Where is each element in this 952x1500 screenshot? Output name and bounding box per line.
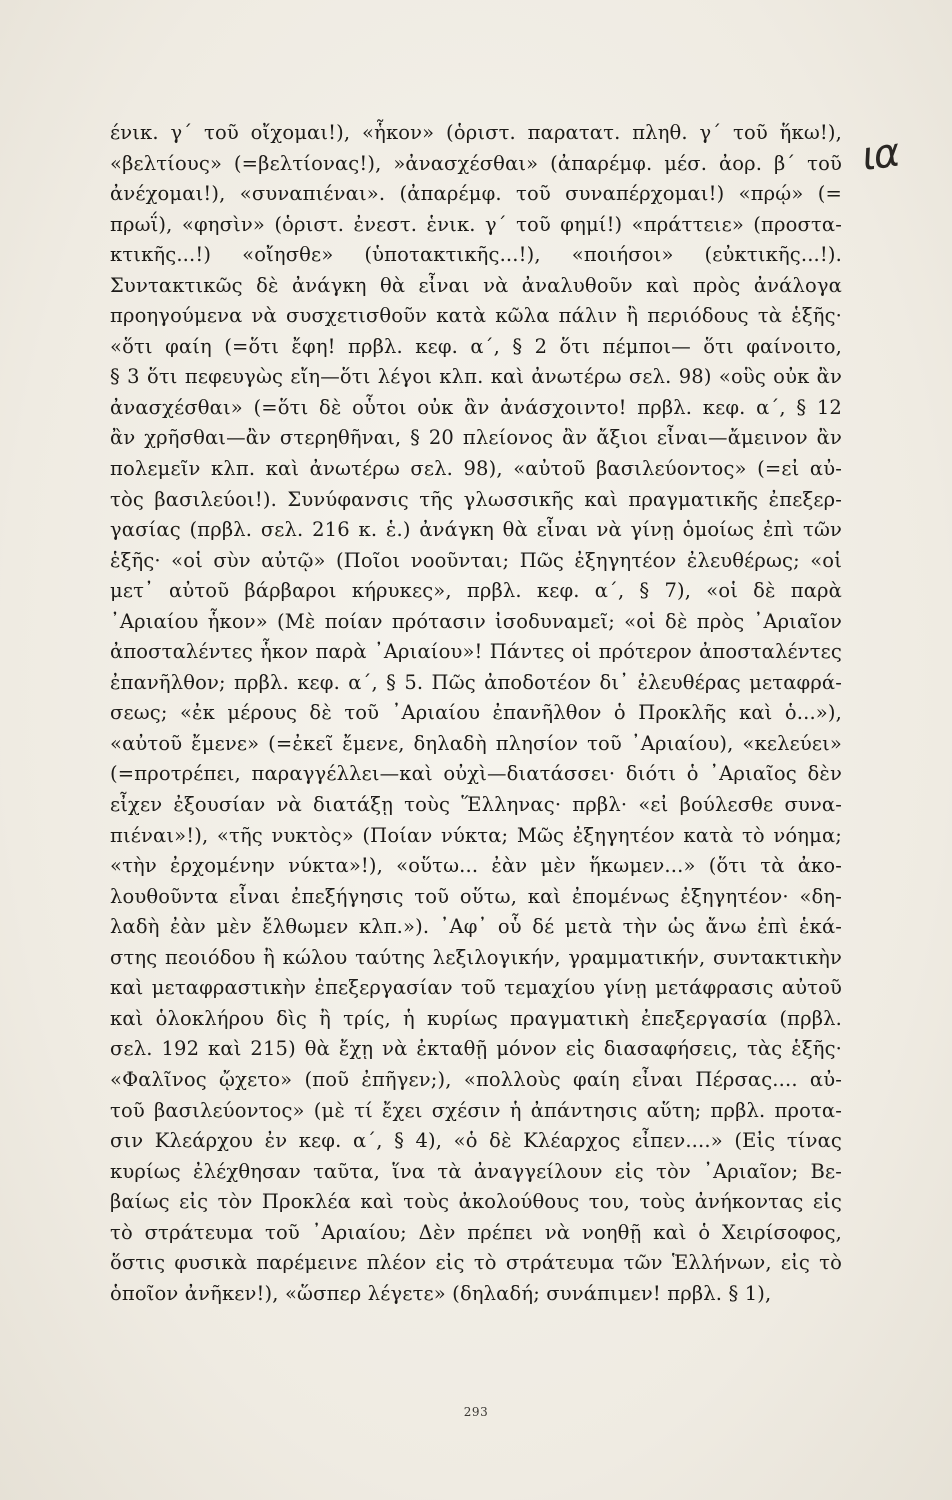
text-line: καὶ ὁλοκλήρου δὶς ἢ τρίς, ἡ κυρίως πραγματικὴ ἐπεξεργασία (πρβλ. xyxy=(110,1006,842,1030)
text-line: λαδὴ ἐὰν μὲν ἔλθωμεν κλπ.»). ᾽Αφ᾽ οὗ δέ μετὰ τὴν ὡς ἄνω ἐπὶ ἑκά- xyxy=(110,915,842,939)
text-line: ἀνασχέσθαι» (=ὅτι δὲ οὗτοι οὐκ ἂν ἀνάσχοιντο! πρβλ. κεφ. α΄, § 12 xyxy=(110,395,842,419)
text-line: § 3 ὅτι πεφευγὼς εἴη—ὅτι λέγοι κλπ. καὶ ἀνωτέρω σελ. 98) «οὓς οὐκ ἂν xyxy=(110,365,842,389)
text-line: στης πεοιόδου ἢ κώλου ταύτης λεξιλογικήν, γραμματικήν, συντακτικὴν xyxy=(110,945,842,969)
text-line: σελ. 192 καὶ 215) θὰ ἔχῃ νὰ ἐκταθῇ μόνον εἰς διασαφήσεις, τὰς ἑξῆς· xyxy=(110,1037,842,1061)
body-text xyxy=(110,118,842,1309)
text-line: Συντακτικῶς δὲ ἀνάγκη θὰ εἶναι νὰ ἀναλυθοῦν καὶ πρὸς ἀνάλογα xyxy=(110,273,842,297)
text-line: «τὴν ἐρχομένην νύκτα»!), «οὕτω... ἐὰν μὲν ἥκωμεν...» (ὅτι τὰ ἀκο- xyxy=(110,854,842,878)
text-line: ἑξῆς· «οἱ σὺν αὐτῷ» (Ποῖοι νοοῦνται; Πῶς ἐξηγητέον ἐλευθέρως; «οἱ xyxy=(110,548,842,572)
handwritten-margin-note: ια xyxy=(858,129,901,181)
text-line: κτικῆς...!) «οἴησθε» (ὑποτακτικῆς...!), «ποιήσοι» (εὐκτικῆς...!). xyxy=(110,243,842,267)
text-line: τὸ στράτευμα τοῦ ᾽Αριαίου; Δὲν πρέπει νὰ νοηθῇ καὶ ὁ Χειρίσοφος, xyxy=(110,1220,842,1244)
text-line: καὶ μεταφραστικὴν ἐπεξεργασίαν τοῦ τεμαχίου γίνῃ μετάφρασις αὐτοῦ xyxy=(110,976,842,1000)
text-line: μετ᾽ αὐτοῦ βάρβαροι κήρυκες», πρβλ. κεφ. α΄, § 7), «οἱ δὲ παρὰ xyxy=(110,579,842,603)
text-line: σιν Κλεάρχου ἐν κεφ. α΄, § 4), «ὁ δὲ Κλέαρχος εἶπεν....» (Εἰς τίνας xyxy=(110,1129,842,1153)
text-line: ένικ. γ΄ τοῦ οἴχομαι!), «ἧκον» (ὁριστ. παρατατ. πληθ. γ΄ τοῦ ἥκω!), xyxy=(110,121,842,144)
text-line: σεως; «ἐκ μέρους δὲ τοῦ ᾽Αριαίου ἐπανῆλθον ὁ Προκλῆς καὶ ὁ...»), xyxy=(110,701,842,725)
text-line: «Φαλῖνος ᾤχετο» (ποῦ ἐπῆγεν;), «πολλοὺς φαίη εἶναι Πέρσας.... αὐ- xyxy=(110,1067,842,1091)
text-line: πολεμεῖν κλπ. καὶ ἀνωτέρω σελ. 98), «αὐτοῦ βασιλεύοντος» (=εἰ αὐ- xyxy=(110,457,842,481)
text-line: προηγούμενα νὰ συσχετισθοῦν κατὰ κῶλα πάλιν ἢ περιόδους τὰ ἑξῆς· xyxy=(110,304,842,328)
text-line: λουθοῦντα εἶναι ἐπεξήγησις τοῦ οὕτω, καὶ ἐπομένως ἐξηγητέον· «δη- xyxy=(110,884,842,908)
text-line: (=προτρέπει, παραγγέλλει—καὶ οὐχὶ—διατάσσει· διότι ὁ ᾽Αριαῖος δὲν xyxy=(110,762,842,786)
text-line: ὅστις φυσικὰ παρέμεινε πλέον εἰς τὸ στράτευμα τῶν Ἑλλήνων, εἰς τὸ xyxy=(110,1251,842,1275)
text-line: βαίως εἰς τὸν Προκλέα καὶ τοὺς ἀκολούθους του, τοὺς ἀνήκοντας εἰς xyxy=(110,1190,842,1214)
text-line: ἂν χρῆσθαι—ἂν στερηθῆναι, § 20 πλείονος ἂν ἄξιοι εἶναι—ἄμεινον ἂν xyxy=(110,426,842,450)
page-number: 293 xyxy=(463,1405,489,1419)
text-line: τὸς βασιλεύοι!). Συνύφανσις τῆς γλωσσικῆς καὶ πραγματικῆς ἐπεξερ- xyxy=(110,487,842,511)
text-line: πρωΐ), «φησὶν» (ὁριστ. ἐνεστ. ἑνικ. γ΄ τοῦ φημί!) «πράττειε» (προστα- xyxy=(110,212,842,236)
text-line: ᾽Αριαίου ἧκον» (Μὲ ποίαν πρότασιν ἰσοδυναμεῖ; «οἱ δὲ πρὸς ᾽Αριαῖον xyxy=(110,609,842,633)
text-line: ἀνέχομαι!), «συναπιέναι». (ἀπαρέμφ. τοῦ συναπέρχομαι!) «πρῴ» (= xyxy=(110,182,842,206)
text-line: πιέναι»!), «τῆς νυκτὸς» (Ποίαν νύκτα; Μῶς ἐξηγητέον κατὰ τὸ νόημα; xyxy=(110,823,842,847)
text-line: ἐπανῆλθον; πρβλ. κεφ. α΄, § 5. Πῶς ἀποδοτέον δι᾽ ἐλευθέρας μεταφρά- xyxy=(110,670,842,694)
text-line: κυρίως ἐλέχθησαν ταῦτα, ἵνα τὰ ἀναγγείλουν εἰς τὸν ᾽Αριαῖον; Βε- xyxy=(110,1159,842,1183)
text-line: «βελτίους» (=βελτίονας!), »ἀνασχέσθαι» (ἀπαρέμφ. μέσ. ἀορ. β΄ τοῦ xyxy=(110,151,842,175)
text-line: γασίας (πρβλ. σελ. 216 κ. ἑ.) ἀνάγκη θὰ εἶναι νὰ γίνῃ ὁμοίως ἐπὶ τῶν xyxy=(110,518,842,542)
text-line: ὁποῖον ἀνῆκεν!), «ὥσπερ λέγετε» (δηλαδή; συνάπιμεν! πρβλ. § 1), xyxy=(110,1281,772,1305)
text-line: τοῦ βασιλεύοντος» (μὲ τί ἔχει σχέσιν ἡ ἀπάντησις αὕτη; πρβλ. προτα- xyxy=(110,1098,842,1122)
text-line: ἀποσταλέντες ἧκον παρὰ ᾽Αριαίου»! Πάντες οἱ πρότερον ἀποσταλέντες xyxy=(110,640,842,664)
text-line: εἶχεν ἐξουσίαν νὰ διατάξῃ τοὺς Ἕλληνας· πρβλ· «εἰ βούλεσθε συνα- xyxy=(110,793,842,817)
text-line: «ὅτι φαίη (=ὅτι ἔφη! πρβλ. κεφ. α΄, § 2 ὅτι πέμποι— ὅτι φαίνοιτο, xyxy=(110,334,842,358)
text-line: «αὐτοῦ ἔμενε» (=ἐκεῖ ἔμενε, δηλαδὴ πλησίον τοῦ ᾽Αριαίου), «κελεύει» xyxy=(110,731,842,755)
